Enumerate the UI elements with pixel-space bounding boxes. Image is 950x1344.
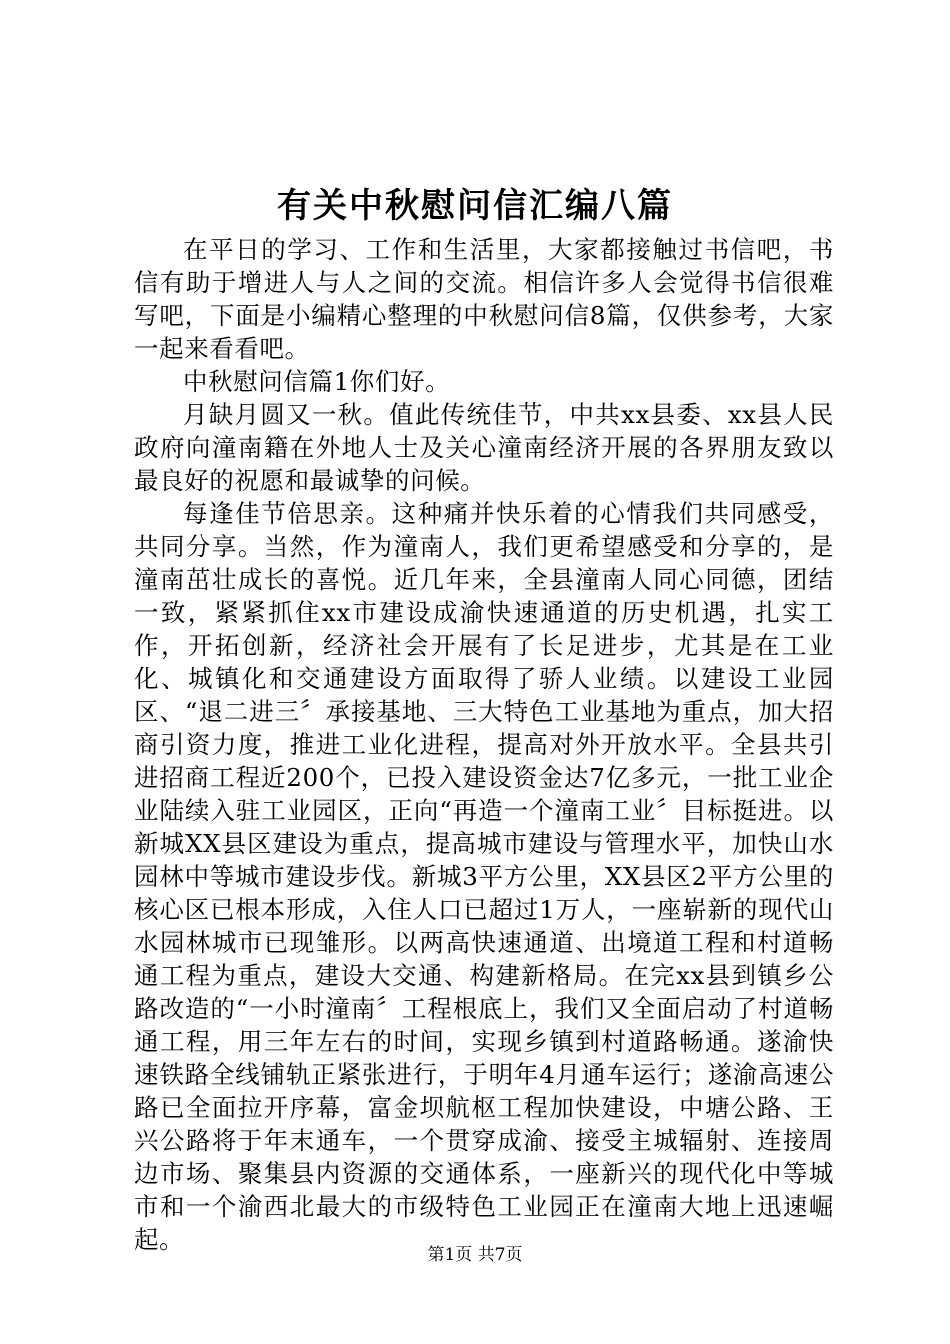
paragraph: 每逢佳节倍思亲。这种痛并快乐着的心情我们共同感受，共同分享。当然，作为潼南人，我们更希望感受和分享的，是潼南茁壮成长的喜悦。近几年来，全县潼南人同心同德，团结一致，紧紧抓住xx市建设成渝快速通道的历史机遇，扎实工作，开拓创新，经济社会开展有了长足进步，尤其是在工业化、城镇化和交通建设方面取得了骄人业绩。以建设工业园区、“退二进三〞承接基地、三大特色工业基地为重点，加大招商引资力度，推进工业化进程，提高对外开放水平。全县共引进招商工程近200个，已投入建设资金达7亿多元，一批工业企业陆续入驻工业园区，正向“再造一个潼南工业〞目标挺进。以新城XX县区建设为重点，提高城市建设与管理水平，加快山水园林中等城市建设步伐。新城3平方公里，XX县区2平方公里的核心区已根本形成，入住人口已超过1万人，一座崭新的现代山水园林城市已现雏形。以两高快速通道、出境道工程和村道畅通工程为重点，建设大交通、构建新格局。在完xx县到镇乡公路改造的“一小时潼南〞工程根底上，我们又全面启动了村道畅通工程，用三年左右的时间，实现乡镇到村道路畅通。遂渝快速铁路全线铺轨正紧张进行，于明年4月通车运行；遂渝高速公路已全面拉开序幕，富金坝航枢工程加快建设，中塘公路、王兴公路将于年末通车，一个贯穿成渝、接受主城辐射、连接周边市场、聚集县内资源的交通体系，一座新兴的现代化中等城市和一个渝西北最大的市级特色工业园正在潼南大地上迅速崛起。 [134,499,834,1254]
document-body [134,233,834,1256]
document-title: 有关中秋慰问信汇编八篇 [277,186,673,226]
paragraph: 月缺月圆又一秋。值此传统佳节，中共xx县委、xx县人民政府向潼南籍在外地人士及关心潼南经济开展的各界朋友致以最良好的祝愿和最诚挚的问候。 [134,400,834,495]
page-number-footer: 第1页 共7页 [427,1245,523,1265]
paragraph: 在平日的学习、工作和生活里，大家都接触过书信吧，书信有助于增进人与人之间的交流。相信许多人会觉得书信很难写吧，下面是小编精心整理的中秋慰问信8篇，仅供参考，大家一起来看看吧。 [134,235,834,363]
paragraph: 中秋慰问信篇1你们好。 [183,367,451,396]
